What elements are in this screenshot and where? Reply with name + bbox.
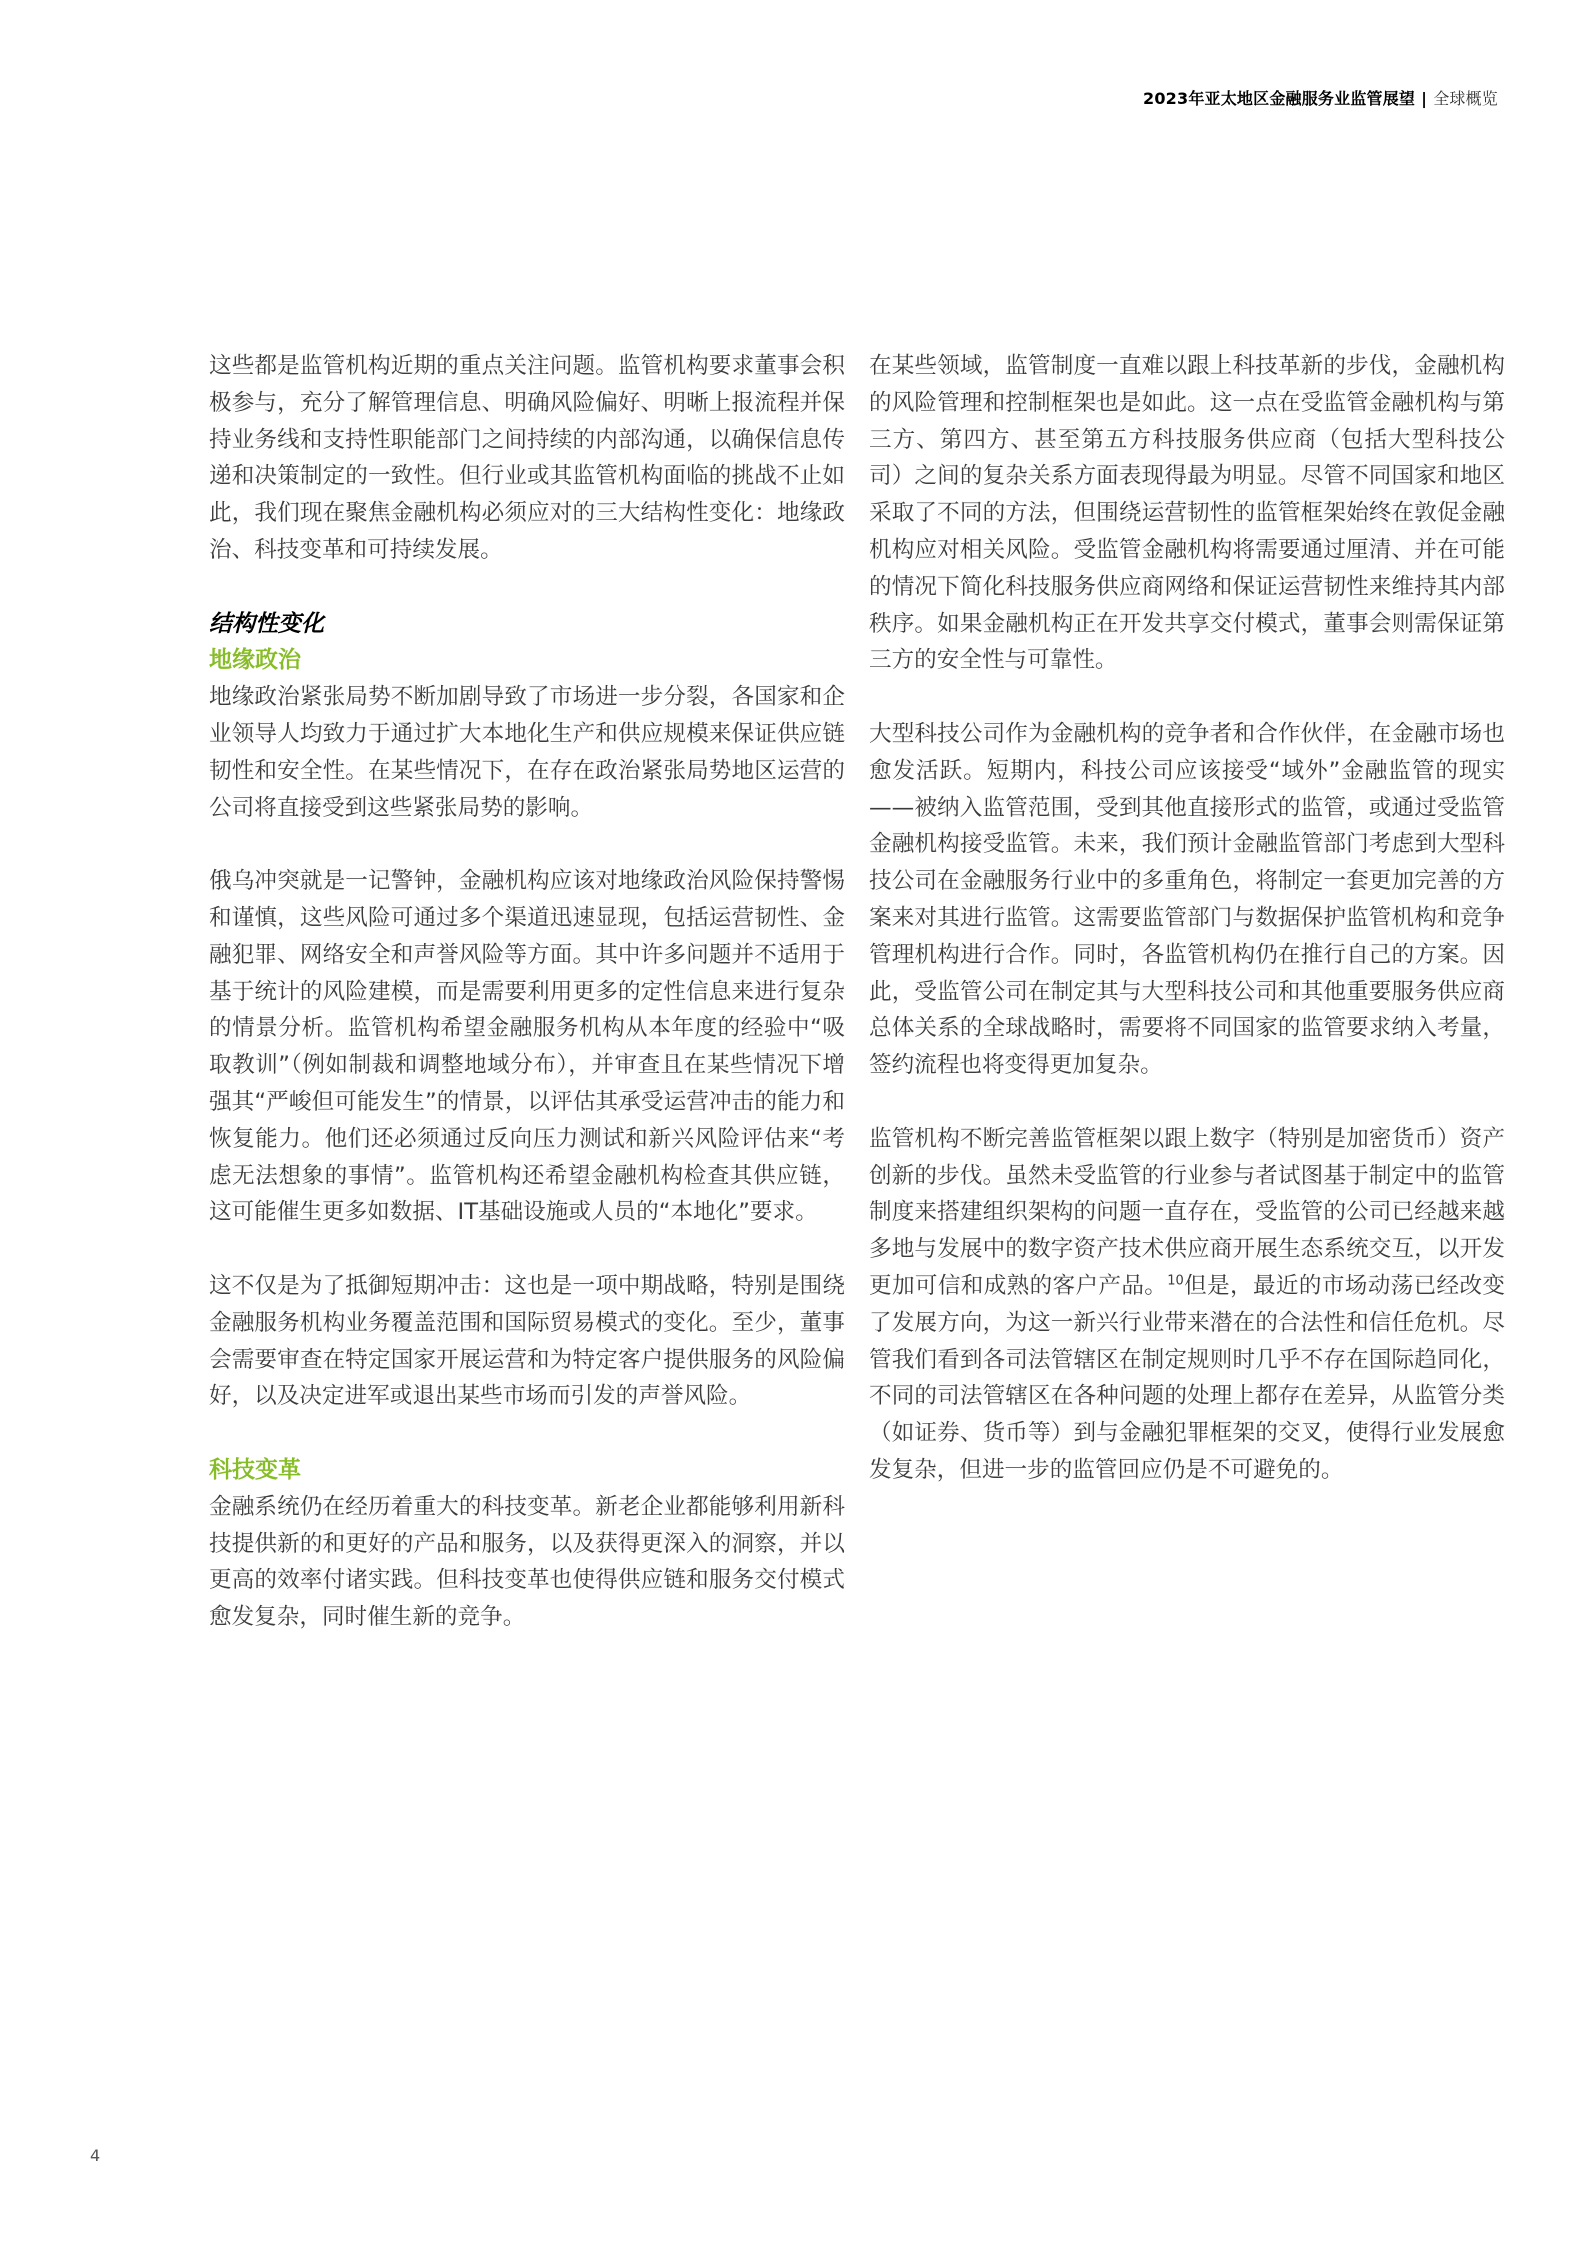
- report-title: 2023年亚太地区金融服务业监管展望: [1143, 89, 1416, 108]
- geopolitics-paragraph-1: 地缘政治紧张局势不断加剧导致了市场进一步分裂，各国家和企业领导人均致力于通过扩大本地化生产和供应规模来保证供应链韧性和安全性。在某些情况下，在存在政治紧张局势地区运营的公司将直接受到这些紧张局势的影响。: [209, 684, 845, 821]
- bigtech-paragraph: 大型科技公司作为金融机构的竞争者和合作伙伴，在金融市场也愈发活跃。短期内，科技公司应该接受“域外”金融监管的现实——被纳入监管范围，受到其他直接形式的监管，或通过受监管金融机构接受监管。未来，我们预计金融监管部门考虑到大型科技公司在金融服务行业中的多重角色，将制定一套更加完善的方案来对其进行监管。这需要监管部门与数据保护监管机构和竞争管理机构进行合作。同时，各监管机构仍在推行自己的方案。因此，受监管公司在制定其与大型科技公司和其他重要服务供应商总体关系的全球战略时，需要将不同国家的监管要求纳入考量，签约流程也将变得更加复杂。: [869, 720, 1505, 1079]
- header-separator: |: [1421, 89, 1428, 108]
- intro-paragraph: 这些都是监管机构近期的重点关注问题。监管机构要求董事会积极参与，充分了解管理信息、明确风险偏好、明晰上报流程并保持业务线和支持性职能部门之间持续的内部沟通，以确保信息传递和决策制定的一致性。但行业或其监管机构面临的挑战不止如此，我们现在聚焦金融机构必须应对的三大结构性变化：地缘政治、科技变革和可持续发展。: [209, 353, 845, 563]
- geopolitics-paragraph-3: 这不仅是为了抵御短期冲击：这也是一项中期战略，特别是围绕金融服务机构业务覆盖范围和国际贸易模式的变化。至少，董事会需要审查在特定国家开展运营和为特定客户提供服务的风险偏好，以及决定进军或退出某些市场而引发的声誉风险。: [209, 1272, 845, 1410]
- right-column: [869, 348, 1505, 1526]
- running-header: [1143, 86, 1498, 109]
- tech-change-paragraph-1: 金融系统仍在经历着重大的科技变革。新老企业都能够利用新科技提供新的和更好的产品和服务，以及获得更深入的洞察，并以更高的效率付诸实践。但科技变革也使得供应链和服务交付模式愈发复杂，同时催生新的竞争。: [209, 1493, 845, 1631]
- section-name: 全球概览: [1433, 89, 1498, 108]
- page-number: 4: [90, 2146, 101, 2165]
- geopolitics-heading: 地缘政治: [209, 647, 301, 674]
- crypto-paragraph: [869, 1121, 1505, 1489]
- left-column: [209, 348, 845, 1673]
- crypto-text-after: 但是，最近的市场动荡已经改变了发展方向，为这一新兴行业带来潜在的合法性和信任危机。尽管我们看到各司法管辖区在制定规则时几乎不存在国际趋同化，不同的司法管辖区在各种问题的处理上都存在差异，从监管分类（如证券、货币等）到与金融犯罪框架的交叉，使得行业发展愈发复杂，但进一步的监管回应仍是不可避免的。: [869, 1272, 1506, 1483]
- structural-changes-heading: 结构性变化: [209, 610, 324, 637]
- crypto-text-before: 监管机构不断完善监管框架以跟上数字（特别是加密货币）资产创新的步伐。虽然未受监管的行业参与者试图基于制定中的监管制度来搭建组织架构的问题一直存在，受监管的公司已经越来越多地与发展中的数字资产技术供应商开展生态系统交互，以开发更加可信和成熟的客户产品。: [869, 1125, 1505, 1299]
- tech-change-heading: 科技变革: [209, 1456, 301, 1483]
- geopolitics-paragraph-2: 俄乌冲突就是一记警钟，金融机构应该对地缘政治风险保持警惕和谨慎，这些风险可通过多个渠道迅速显现，包括运营韧性、金融犯罪、网络安全和声誉风险等方面。其中许多问题并不适用于基于统计的风险建模，而是需要利用更多的定性信息来进行复杂的情景分析。监管机构希望金融服务机构从本年度的经验中“吸取教训”（例如制裁和调整地域分布），并审查且在某些情况下增强其“严峻但可能发生”的情景，以评估其承受运营冲击的能力和恢复能力。他们还必须通过反向压力测试和新兴风险评估来“考虑无法想象的事情”。监管机构还希望金融机构检查其供应链，这可能催生更多如数据、IT基础设施或人员的“本地化”要求。: [209, 868, 845, 1226]
- regulation-pace-paragraph: 在某些领域，监管制度一直难以跟上科技革新的步伐，金融机构的风险管理和控制框架也是如此。这一点在受监管金融机构与第三方、第四方、甚至第五方科技服务供应商（包括大型科技公司）之间的复杂关系方面表现得最为明显。尽管不同国家和地区采取了不同的方法，但围绕运营韧性的监管框架始终在敦促金融机构应对相关风险。受监管金融机构将需要通过厘清、并在可能的情况下简化科技服务供应商网络和保证运营韧性来维持其内部秩序。如果金融机构正在开发共享交付模式，董事会则需保证第三方的安全性与可靠性。: [869, 353, 1505, 674]
- footnote-reference[interactable]: 10: [1167, 1273, 1184, 1289]
